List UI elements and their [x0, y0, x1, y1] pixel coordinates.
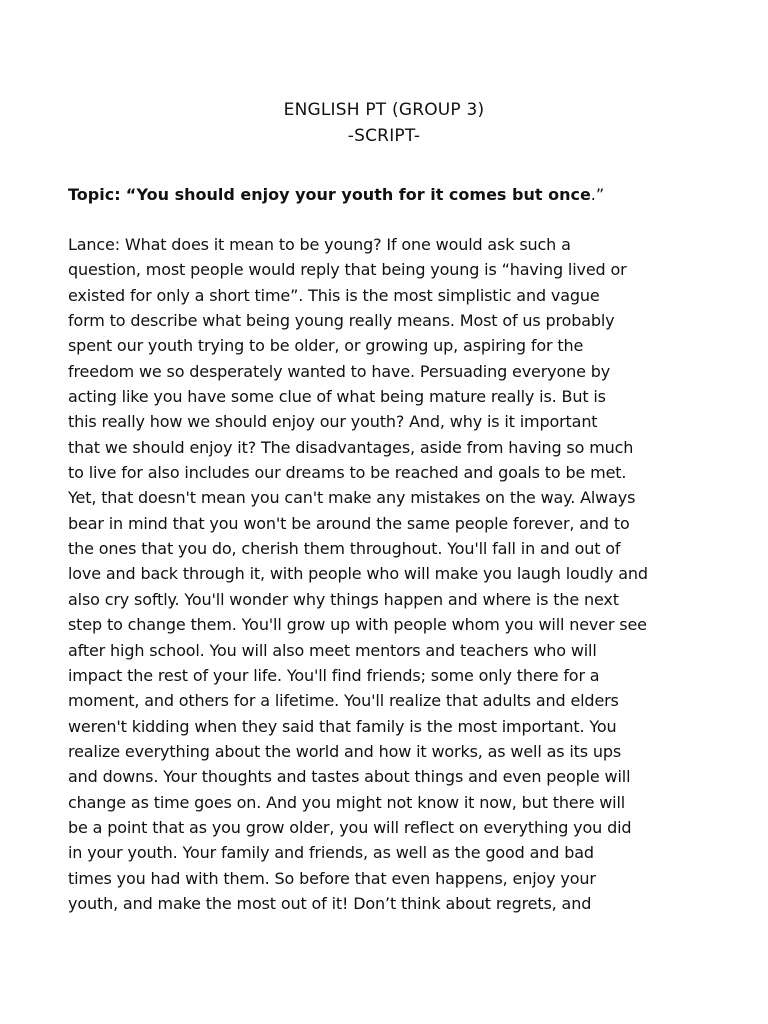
- body-line: times you had with them. So before that even happens, enjoy your: [68, 868, 596, 888]
- document-title: ENGLISH PT (GROUP 3): [283, 100, 485, 120]
- body-line: love and back through it, with people who will make you laugh loudly and: [68, 564, 648, 584]
- topic-label: Topic:: [68, 185, 121, 204]
- body-line: youth, and make the most out of it! Don’t think about regrets, and: [68, 893, 592, 913]
- body-line: impact the rest of your life. You'll find friends; some only there for a: [68, 665, 600, 685]
- body-line: step to change them. You'll grow up with people whom you will never see: [68, 615, 647, 635]
- topic-end: .”: [590, 185, 605, 204]
- body-line: weren't kidding when they said that family is the most important. You: [68, 716, 617, 736]
- body-line: in your youth. Your family and friends, as well as the good and bad: [68, 843, 594, 863]
- document-subtitle: -SCRIPT-: [347, 126, 421, 146]
- body-line: freedom we so desperately wanted to have. Persuading everyone by: [68, 361, 611, 381]
- body-line: also cry softly. You'll wonder why things happen and where is the next: [68, 589, 619, 609]
- body-line: form to describe what being young really means. Most of us probably: [68, 311, 615, 331]
- script-body: [68, 232, 708, 916]
- body-line: Lance: What does it mean to be young? If one would ask such a: [68, 235, 571, 254]
- body-line: existed for only a short time”. This is the most simplistic and vague: [68, 285, 600, 305]
- topic-quote: “You should enjoy your youth for it comes but once: [125, 185, 591, 204]
- body-line: after high school. You will also meet mentors and teachers who will: [68, 640, 597, 660]
- body-line: question, most people would reply that being young is “having lived or: [68, 260, 627, 280]
- body-line: and downs. Your thoughts and tastes about things and even people will: [68, 767, 631, 787]
- body-line: spent our youth trying to be older, or growing up, aspiring for the: [68, 336, 584, 356]
- body-line: Yet, that doesn't mean you can't make any mistakes on the way. Always: [68, 488, 636, 508]
- body-line: the ones that you do, cherish them throughout. You'll fall in and out of: [68, 539, 621, 559]
- body-line: bear in mind that you won't be around the same people forever, and to: [68, 513, 630, 533]
- body-line: that we should enjoy it? The disadvantages, aside from having so much: [68, 437, 634, 457]
- body-line: to live for also includes our dreams to be reached and goals to be met.: [68, 463, 627, 483]
- body-line: moment, and others for a lifetime. You'll realize that adults and elders: [68, 691, 619, 711]
- body-line: this really how we should enjoy our youth? And, why is it important: [68, 412, 598, 432]
- body-line: acting like you have some clue of what being mature really is. But is: [68, 387, 606, 407]
- body-line: be a point that as you grow older, you will reflect on everything you did: [68, 817, 632, 837]
- body-line: change as time goes on. And you might not know it now, but there will: [68, 792, 626, 812]
- topic-line: [68, 183, 604, 207]
- body-line: realize everything about the world and how it works, as well as its ups: [68, 741, 622, 761]
